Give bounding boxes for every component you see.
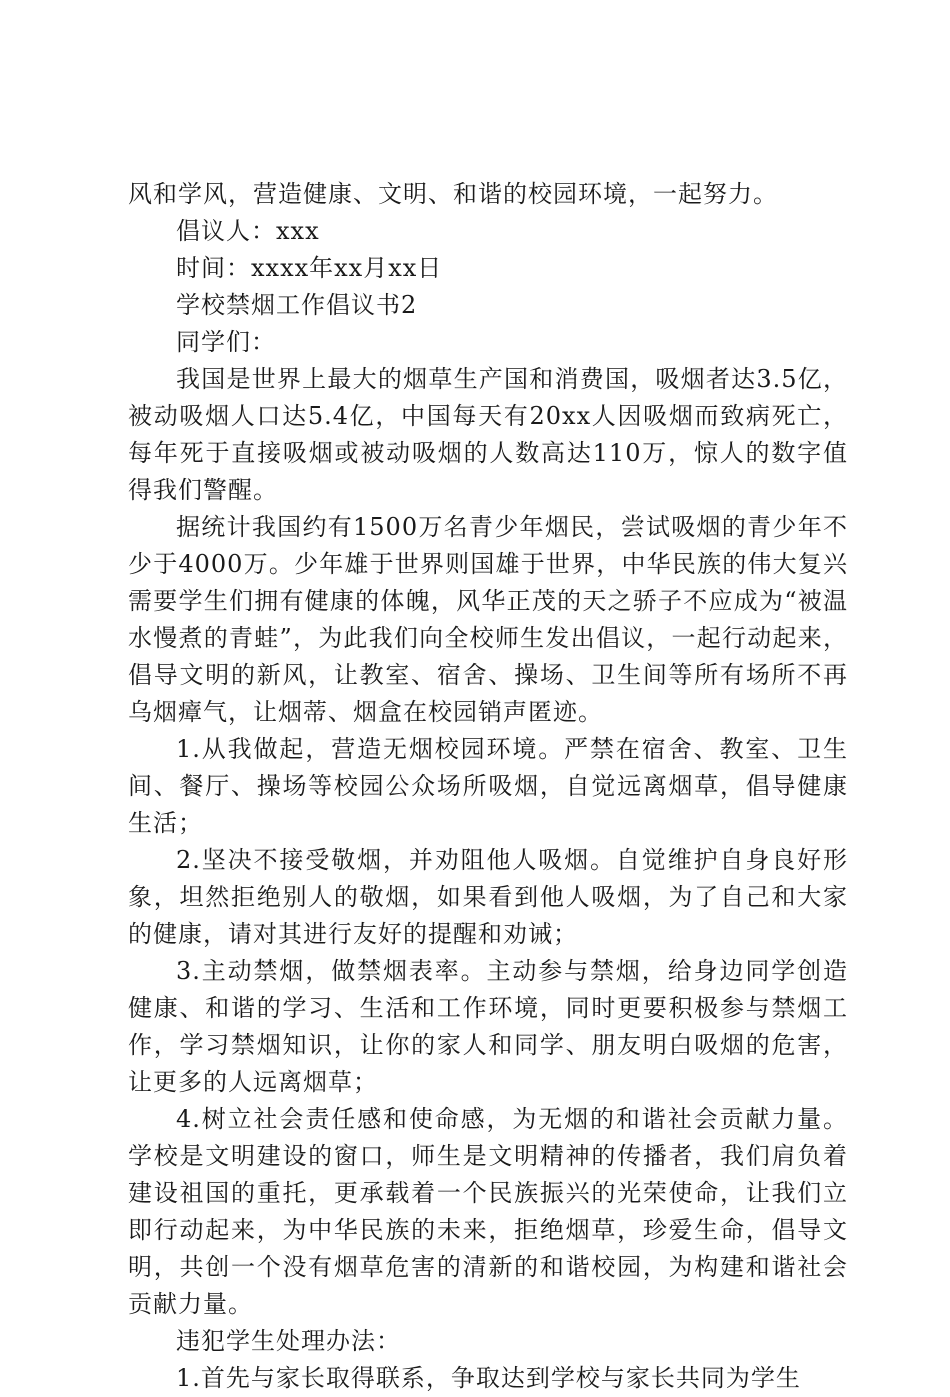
handling-item-1: 1.首先与家长取得联系，争取达到学校与家长共同为学生 [176,1364,801,1392]
paragraph-youth-smokers: 据统计我国约有1500万名青少年烟民，尝试吸烟的青少年不少于4000万。少年雄于世界则国雄于世界，中华民族的伟大复兴需要学生们拥有健康的体魄，风华正茂的天之骄子不应成为“被温水慢煮的青蛙”，为此我们向全校师生发出倡议，一起行动起来，倡导文明的新风，让教室、宿舍、操场、卫生间等所有场所不再乌烟瘴气，让烟蒂、烟盒在校园销声匿迹。 [128,513,848,726]
paragraph-initiator: 倡议人：xxx [176,217,320,245]
salutation: 同学们： [176,328,276,356]
paragraph-closing-line: 风和学风，营造健康、文明、和谐的校园环境，一起努力。 [128,180,778,208]
list-item-1: 1.从我做起，营造无烟校园环境。严禁在宿舍、教室、卫生间、餐厅、操场等校园公众场所吸烟，自觉远离烟草，倡导健康生活； [128,735,848,837]
paragraph-statistics: 我国是世界上最大的烟草生产国和消费国，吸烟者达3.5亿，被动吸烟人口达5.4亿，中国每天有20xx人因吸烟而致病死亡，每年死于直接吸烟或被动吸烟的人数高达110万，惊人的数字值得我们警醒。 [128,365,848,504]
section-heading-handling: 违犯学生处理办法： [176,1327,401,1355]
paragraph-date: 时间：xxxx年xx月xx日 [176,254,443,282]
document-body [128,176,848,1397]
section-title: 学校禁烟工作倡议书2 [176,291,418,319]
list-item-3: 3.主动禁烟，做禁烟表率。主动参与禁烟，给身边同学创造健康、和谐的学习、生活和工作环境，同时更要积极参与禁烟工作，学习禁烟知识，让你的家人和同学、朋友明白吸烟的危害，让更多的人远离烟草； [128,957,848,1096]
list-item-4: 4.树立社会责任感和使命感，为无烟的和谐社会贡献力量。学校是文明建设的窗口，师生是文明精神的传播者，我们肩负着建设祖国的重托，更承载着一个民族振兴的光荣使命，让我们立即行动起来，为中华民族的未来，拒绝烟草，珍爱生命，倡导文明，共创一个没有烟草危害的清新的和谐校园，为构建和谐社会贡献力量。 [128,1105,848,1318]
list-item-2: 2.坚决不接受敬烟，并劝阻他人吸烟。自觉维护自身良好形象，坦然拒绝别人的敬烟，如果看到他人吸烟，为了自己和大家的健康，请对其进行友好的提醒和劝诫； [128,846,848,948]
